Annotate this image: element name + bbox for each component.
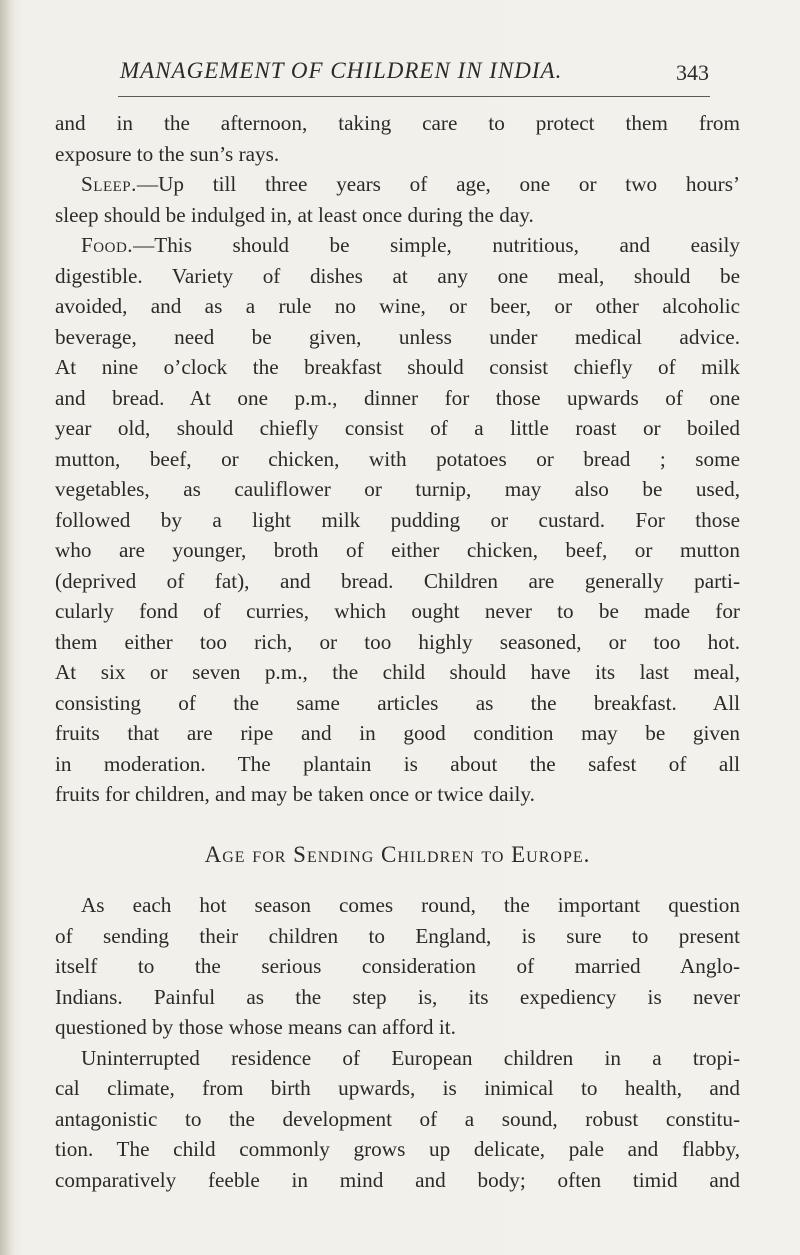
text-line — [55, 169, 740, 200]
text-line: tion. The child commonly grows up delicate, pale and flabby, — [55, 1137, 740, 1161]
text-fragment: —Up till three years of age, one or two hours’ — [136, 172, 740, 196]
text-line: followed by a light milk pudding or custard. For those — [55, 507, 740, 532]
text-line: vegetables, as cauliflower or turnip, may also be used, — [55, 477, 740, 501]
text-line: avoided, and as a rule no wine, or beer, or other alcoholic — [55, 294, 740, 318]
text-line: of sending their children to England, is sure to present — [55, 923, 740, 948]
text-line: sleep should be indulged in, at least once during the day. — [55, 202, 534, 227]
binding-gutter-shadow — [0, 0, 14, 1255]
text-line: exposure to the sun’s rays. — [55, 141, 280, 166]
text-line: As each hot season comes round, the important question — [81, 893, 740, 917]
running-head — [0, 52, 800, 86]
paragraph-residence — [55, 1043, 740, 1196]
text-line: fruits that are ripe and in good condition may be given — [55, 721, 740, 745]
text-line: (deprived of fat), and bread. Children are generally parti- — [55, 568, 740, 593]
text-line: antagonistic to the development of a sound, robust constitu- — [55, 1106, 740, 1131]
running-title: MANAGEMENT OF CHILDREN IN INDIA. — [120, 58, 563, 83]
text-fragment: —This should be simple, nutritious, and easily — [133, 233, 740, 257]
text-line: consisting of the same articles as the breakfast. All — [55, 690, 740, 715]
text-line: and in the afternoon, taking care to protect them from — [55, 111, 740, 135]
text-line: itself to the serious consideration of married Anglo- — [55, 954, 740, 978]
section-heading: Age for Sending Children to Europe. — [204, 841, 591, 867]
text-line: At six or seven p.m., the child should have its last meal, — [55, 660, 740, 684]
text-line — [55, 230, 740, 261]
paragraph-season — [55, 890, 740, 1043]
text-line: beverage, need be given, unless under medical advice. — [55, 324, 740, 349]
text-line: cularly fond of curries, which ought never to be made for — [55, 599, 740, 623]
text-line: and bread. At one p.m., dinner for those upwards of one — [55, 385, 740, 410]
text-line: year old, should chiefly consist of a little roast or boiled — [55, 416, 740, 440]
text-line: questioned by those whose means can afford it. — [55, 1015, 456, 1039]
text-line: At nine o’clock the breakfast should consist chiefly of milk — [55, 355, 740, 379]
header-rule — [118, 96, 710, 97]
text-line: fruits for children, and may be taken once or twice daily. — [55, 782, 535, 806]
text-line: in moderation. The plantain is about the safest of all — [55, 751, 740, 776]
text-line: cal climate, from birth upwards, is inimical to health, and — [55, 1076, 740, 1100]
text-line: comparatively feeble in mind and body; often timid and — [55, 1167, 740, 1192]
text-line: them either too rich, or too highly seasoned, or too hot. — [55, 629, 740, 654]
text-line: mutton, beef, or chicken, with potatoes or bread ; some — [55, 446, 740, 471]
body-text — [55, 108, 740, 1195]
text-line: Uninterrupted residence of European children in a tropi- — [81, 1045, 740, 1070]
page-number: 343 — [676, 60, 709, 85]
text-line: Indians. Painful as the step is, its expediency is never — [55, 984, 740, 1009]
paragraph-continuation — [55, 108, 740, 169]
run-in-heading-food: Food. — [81, 233, 134, 257]
paragraph-sleep — [55, 169, 740, 230]
text-line: digestible. Variety of dishes at any one meal, should be — [55, 263, 740, 288]
run-in-heading-sleep: Sleep. — [81, 172, 137, 196]
text-line: who are younger, broth of either chicken, beef, or mutton — [55, 538, 740, 562]
paragraph-food — [55, 230, 740, 810]
